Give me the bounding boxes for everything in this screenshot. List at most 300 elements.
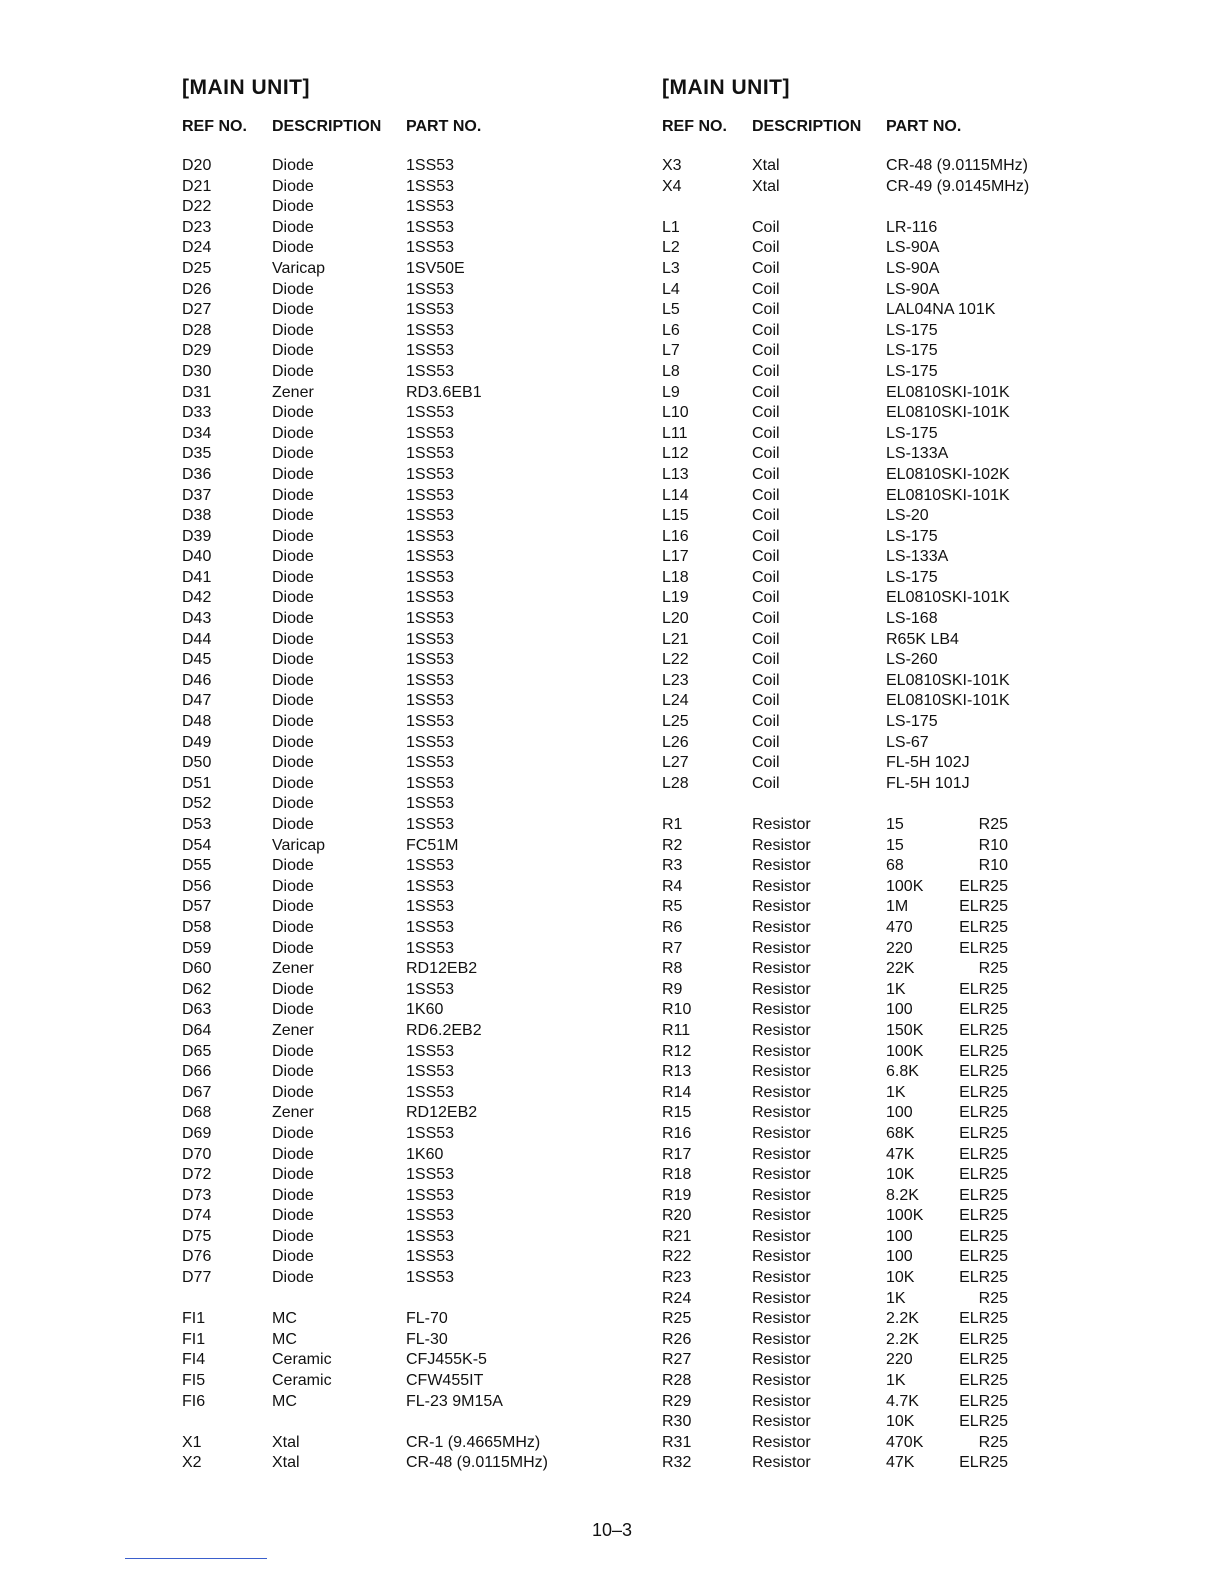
part-no-cell: 1SS53	[406, 1124, 455, 1142]
resistor-type: ELR25	[959, 980, 1008, 998]
ref-no-cell: L2	[662, 239, 680, 257]
ref-no-cell: D35	[182, 445, 212, 463]
ref-no-cell: X2	[182, 1454, 202, 1472]
part-no-cell: LS-175	[886, 713, 938, 731]
description-cell: Xtal	[272, 1433, 300, 1451]
ref-no-cell: D47	[182, 692, 212, 710]
part-no-cell: 1SS53	[406, 816, 455, 833]
part-no-cell: EL0810SKI-101K	[886, 692, 1010, 710]
ref-no-cell: D44	[182, 630, 212, 648]
ref-no-cell: L6	[662, 321, 680, 339]
table-row	[180, 1042, 640, 1063]
resistor-type: R25	[978, 960, 1008, 978]
part-no-cell: LS-133A	[886, 445, 949, 463]
resistance-value: 1K	[886, 1372, 906, 1390]
part-no-cell	[886, 815, 1106, 836]
description-cell: Resistor	[752, 960, 811, 978]
ref-no-cell: L24	[662, 692, 689, 710]
description-cell: Coil	[752, 692, 780, 710]
table-row	[660, 218, 1120, 239]
resistance-value: 100K	[886, 1207, 924, 1225]
table-row	[660, 1186, 1120, 1207]
description-cell: Diode	[272, 1063, 314, 1081]
description-cell: Resistor	[752, 980, 811, 998]
resistance-value: 15	[886, 836, 904, 854]
description-cell: Coil	[752, 218, 780, 236]
ref-no-cell: D64	[182, 1021, 212, 1039]
table-row	[660, 156, 1120, 177]
part-no-cell	[886, 197, 1106, 218]
part-no-cell: 1SS53	[406, 1083, 455, 1101]
description-cell: Resistor	[752, 877, 811, 895]
description-cell: Diode	[272, 321, 314, 339]
ref-no-cell: D24	[182, 239, 212, 257]
resistance-value: 4.7K	[886, 1392, 919, 1410]
ref-no-cell: D29	[182, 342, 212, 360]
part-no-cell	[886, 1083, 1106, 1104]
part-no-cell: LS-175	[886, 362, 938, 380]
resistance-value: 470K	[886, 1433, 924, 1451]
table-row	[180, 1289, 640, 1310]
ref-no-cell: L11	[662, 424, 688, 442]
table-row	[660, 177, 1120, 198]
description-cell: Resistor	[752, 836, 811, 854]
part-no-cell: LS-175	[886, 342, 938, 360]
ref-no-cell: R6	[662, 918, 683, 936]
description-cell: Resistor	[752, 1124, 811, 1142]
resistance-value: 68K	[886, 1124, 915, 1142]
description-cell: Resistor	[752, 898, 811, 916]
part-no-cell	[886, 1392, 1106, 1413]
part-no-cell: 1SS53	[406, 1186, 455, 1204]
table-row	[660, 650, 1120, 671]
part-no-cell: 1SS53	[406, 1248, 455, 1266]
table-row	[180, 465, 640, 486]
description-cell: Resistor	[752, 1248, 811, 1266]
part-no-cell: FL-70	[406, 1310, 448, 1328]
part-no-cell: 1SS53	[406, 218, 455, 236]
ref-no-cell	[660, 794, 752, 815]
description-cell: MC	[272, 1330, 297, 1348]
part-no-cell	[886, 1309, 1106, 1330]
resistance-value: 10K	[886, 1413, 915, 1431]
resistance-value: 47K	[886, 1145, 915, 1163]
table-row	[660, 321, 1120, 342]
description-cell: Diode	[272, 857, 314, 875]
ref-no-cell: D45	[182, 651, 212, 669]
part-no-cell: EL0810SKI-101K	[886, 486, 1010, 504]
resistor-type: ELR25	[959, 1166, 1008, 1184]
table-row	[660, 362, 1120, 383]
ref-no-cell: R9	[662, 980, 683, 998]
part-no-cell	[886, 1227, 1106, 1248]
resistor-type: ELR25	[959, 1021, 1008, 1039]
ref-no-cell: D38	[182, 507, 212, 525]
table-row	[180, 774, 640, 795]
part-no-cell: LS-90A	[886, 239, 940, 257]
description-cell: Coil	[752, 548, 780, 566]
ref-no-cell: FI1	[182, 1310, 206, 1328]
table-row	[660, 856, 1120, 877]
resistor-type: ELR25	[959, 1248, 1008, 1266]
description-cell: Zener	[272, 383, 314, 401]
table-row	[660, 238, 1120, 259]
table-row	[180, 486, 640, 507]
part-no-cell: 1SS53	[406, 342, 455, 360]
description-cell: Diode	[272, 486, 314, 504]
description-cell: Varicap	[272, 259, 326, 277]
table-row	[180, 1083, 640, 1104]
ref-no-cell: D75	[182, 1227, 212, 1245]
resistor-type: ELR25	[959, 1454, 1008, 1472]
table-row	[660, 1392, 1120, 1413]
part-no-cell: 1SS53	[406, 1042, 455, 1060]
description-cell: Diode	[272, 1001, 314, 1019]
ref-no-cell: R10	[662, 1001, 692, 1019]
table-row	[660, 774, 1120, 795]
table-row	[180, 424, 640, 445]
table-row	[180, 1000, 640, 1021]
ref-no-cell: L16	[662, 527, 689, 545]
ref-no-cell: R17	[662, 1145, 692, 1163]
resistance-value: 100	[886, 1001, 913, 1019]
ref-no-cell: R15	[662, 1104, 692, 1122]
description-cell: Coil	[752, 774, 780, 792]
ref-no-cell: D37	[182, 486, 212, 504]
ref-no-cell: L27	[662, 754, 689, 772]
resistor-type: R25	[978, 1433, 1008, 1451]
table-row	[180, 980, 640, 1001]
description-cell: Coil	[752, 301, 780, 319]
part-no-cell: RD12EB2	[406, 1104, 478, 1122]
description-cell: Diode	[272, 404, 314, 422]
table-row	[180, 1165, 640, 1186]
ref-no-cell: D67	[182, 1083, 212, 1101]
header-part-no: PART NO.	[886, 118, 962, 135]
table-row	[180, 609, 640, 630]
table-row	[180, 856, 640, 877]
description-cell: Diode	[272, 157, 314, 174]
resistor-type: R25	[978, 1289, 1008, 1307]
table-row	[660, 836, 1120, 857]
ref-no-cell: D42	[182, 589, 212, 607]
part-no-cell	[886, 836, 1106, 857]
table-row	[180, 691, 640, 712]
resistance-value: 220	[886, 939, 913, 957]
ref-no-cell: D30	[182, 362, 212, 380]
description-cell: Diode	[272, 507, 314, 525]
table-row	[180, 939, 640, 960]
description-cell: Resistor	[752, 1021, 811, 1039]
table-row	[180, 403, 640, 424]
resistance-value: 10K	[886, 1166, 915, 1184]
description-cell: Diode	[272, 218, 314, 236]
description-cell: Zener	[272, 1021, 314, 1039]
part-no-cell: EL0810SKI-101K	[886, 589, 1010, 607]
description-cell: Resistor	[752, 1351, 811, 1369]
ref-no-cell: R19	[662, 1186, 692, 1204]
ref-no-cell: L20	[662, 610, 689, 628]
ref-no-cell: L7	[662, 342, 680, 360]
table-row	[660, 939, 1120, 960]
description-cell: MC	[272, 1392, 297, 1410]
ref-no-cell: L23	[662, 671, 689, 689]
ref-no-cell: D54	[182, 836, 212, 854]
part-no-cell	[886, 877, 1106, 898]
part-no-cell	[406, 1289, 626, 1310]
part-no-cell: LS-67	[886, 733, 929, 751]
page-number: 10–3	[591, 1520, 633, 1540]
section-title: [MAIN UNIT]	[662, 76, 790, 99]
resistor-type: R10	[978, 836, 1008, 854]
part-no-cell: LS-175	[886, 321, 938, 339]
description-cell: Diode	[272, 280, 314, 298]
description-cell: Coil	[752, 280, 780, 298]
table-row	[180, 1186, 640, 1207]
part-no-cell	[406, 1412, 626, 1433]
resistor-type: R25	[978, 816, 1008, 833]
ref-no-cell: D26	[182, 280, 212, 298]
part-no-cell	[886, 1350, 1106, 1371]
table-row	[660, 1309, 1120, 1330]
part-no-cell: LR-116	[886, 218, 938, 236]
table-row	[180, 1247, 640, 1268]
part-no-cell: 1SS53	[406, 939, 455, 957]
description-cell: Resistor	[752, 1330, 811, 1348]
part-no-cell	[886, 1289, 1106, 1310]
part-no-cell: LS-168	[886, 610, 938, 628]
description-cell: Resistor	[752, 1372, 811, 1390]
table-row	[660, 1042, 1120, 1063]
part-no-cell: 1SS53	[406, 610, 455, 628]
table-row	[660, 733, 1120, 754]
description-cell: Coil	[752, 404, 780, 422]
description-cell: Xtal	[752, 157, 780, 174]
table-row	[180, 1145, 640, 1166]
table-row	[660, 1371, 1120, 1392]
description-cell	[272, 1412, 406, 1433]
ref-no-cell: D36	[182, 465, 212, 483]
description-cell: Diode	[272, 692, 314, 710]
table-row	[660, 1330, 1120, 1351]
ref-no-cell: R31	[662, 1433, 692, 1451]
resistor-type: ELR25	[959, 1413, 1008, 1431]
table-row	[660, 506, 1120, 527]
ref-no-cell: X3	[662, 157, 682, 174]
part-no-cell	[886, 1124, 1106, 1145]
parts-list	[180, 156, 640, 1474]
ref-no-cell: D73	[182, 1186, 212, 1204]
part-no-cell	[886, 959, 1106, 980]
table-row	[660, 980, 1120, 1001]
table-row	[660, 897, 1120, 918]
ref-no-cell: D76	[182, 1248, 212, 1266]
part-no-cell: 1SS53	[406, 321, 455, 339]
ref-no-cell: L18	[662, 568, 689, 586]
table-row	[660, 280, 1120, 301]
part-no-cell: 1SS53	[406, 177, 455, 195]
header-description: DESCRIPTION	[752, 118, 862, 135]
part-no-cell: 1SS53	[406, 1207, 455, 1225]
part-no-cell: LS-175	[886, 527, 938, 545]
description-cell: Diode	[272, 1166, 314, 1184]
part-no-cell: R65K LB4	[886, 630, 959, 648]
ref-no-cell: D22	[182, 198, 212, 216]
part-no-cell: CR-48 (9.0115MHz)	[886, 157, 1028, 174]
description-cell: Coil	[752, 568, 780, 586]
table-row	[180, 733, 640, 754]
resistor-type: ELR25	[959, 1042, 1008, 1060]
part-no-cell: 1SS53	[406, 527, 455, 545]
ref-no-cell: R22	[662, 1248, 692, 1266]
ref-no-cell: D31	[182, 383, 212, 401]
ref-no-cell	[660, 197, 752, 218]
part-no-cell: 1SS53	[406, 568, 455, 586]
table-row	[660, 259, 1120, 280]
resistor-type: ELR25	[959, 1145, 1008, 1163]
table-row	[180, 238, 640, 259]
table-row	[660, 547, 1120, 568]
description-cell: Diode	[272, 918, 314, 936]
description-cell: Resistor	[752, 918, 811, 936]
resistor-type: ELR25	[959, 1186, 1008, 1204]
description-cell	[752, 794, 886, 815]
part-no-cell	[886, 1021, 1106, 1042]
ref-no-cell: X4	[662, 177, 682, 195]
part-no-cell: FC51M	[406, 836, 459, 854]
description-cell: Diode	[272, 527, 314, 545]
description-cell: Resistor	[752, 1166, 811, 1184]
part-no-cell: 1SS53	[406, 918, 455, 936]
table-row	[180, 1206, 640, 1227]
table-row	[660, 753, 1120, 774]
part-no-cell: LS-133A	[886, 548, 949, 566]
description-cell: Resistor	[752, 1227, 811, 1245]
table-row	[180, 1412, 640, 1433]
description-cell: Diode	[272, 1042, 314, 1060]
resistor-type: ELR25	[959, 1227, 1008, 1245]
description-cell: Coil	[752, 671, 780, 689]
description-cell: Resistor	[752, 816, 811, 833]
ref-no-cell: D41	[182, 568, 212, 586]
ref-no-cell: L8	[662, 362, 680, 380]
part-no-cell	[886, 1145, 1106, 1166]
ref-no-cell: D34	[182, 424, 212, 442]
ref-no-cell: D21	[182, 177, 212, 195]
table-row	[180, 177, 640, 198]
table-row	[660, 444, 1120, 465]
table-row	[660, 527, 1120, 548]
resistance-value: 220	[886, 1351, 913, 1369]
table-row	[180, 1062, 640, 1083]
part-no-cell	[886, 1268, 1106, 1289]
part-no-cell: 1SS53	[406, 1227, 455, 1245]
part-no-cell: EL0810SKI-102K	[886, 465, 1010, 483]
resistance-value: 15	[886, 816, 904, 833]
table-row	[660, 1289, 1120, 1310]
description-cell: Coil	[752, 589, 780, 607]
part-no-cell: EL0810SKI-101K	[886, 404, 1010, 422]
description-cell: Resistor	[752, 1145, 811, 1163]
ref-no-cell: X1	[182, 1433, 202, 1451]
resistor-type: ELR25	[959, 1207, 1008, 1225]
description-cell: Diode	[272, 589, 314, 607]
table-row	[660, 1268, 1120, 1289]
description-cell: Resistor	[752, 1310, 811, 1328]
description-cell: Resistor	[752, 1207, 811, 1225]
table-row	[660, 815, 1120, 836]
description-cell: Coil	[752, 362, 780, 380]
part-no-cell	[886, 1062, 1106, 1083]
ref-no-cell: L14	[662, 486, 689, 504]
ref-no-cell: R24	[662, 1289, 692, 1307]
header-description: DESCRIPTION	[272, 118, 382, 135]
resistance-value: 10K	[886, 1269, 915, 1287]
table-row	[180, 197, 640, 218]
resistance-value: 150K	[886, 1021, 924, 1039]
table-row	[180, 1021, 640, 1042]
part-no-cell	[886, 1186, 1106, 1207]
description-cell: Diode	[272, 1186, 314, 1204]
description-cell: Coil	[752, 713, 780, 731]
resistor-type: ELR25	[959, 898, 1008, 916]
description-cell: Diode	[272, 1248, 314, 1266]
resistance-value: 22K	[886, 960, 915, 978]
ref-no-cell: D50	[182, 754, 212, 772]
resistance-value: 2.2K	[886, 1330, 919, 1348]
part-no-cell	[886, 1412, 1106, 1433]
table-row	[180, 568, 640, 589]
resistor-type: ELR25	[959, 939, 1008, 957]
table-row	[660, 794, 1120, 815]
description-cell: Coil	[752, 754, 780, 772]
description-cell: Diode	[272, 610, 314, 628]
table-row	[660, 568, 1120, 589]
table-row	[180, 156, 640, 177]
resistor-type: ELR25	[959, 918, 1008, 936]
description-cell: Coil	[752, 733, 780, 751]
description-cell: Diode	[272, 362, 314, 380]
resistance-value: 6.8K	[886, 1063, 919, 1081]
table-row	[180, 588, 640, 609]
part-no-cell: EL0810SKI-101K	[886, 671, 1010, 689]
description-cell: Diode	[272, 424, 314, 442]
part-no-cell: 1SS53	[406, 424, 455, 442]
table-row	[660, 609, 1120, 630]
table-row	[660, 712, 1120, 733]
description-cell: Resistor	[752, 1433, 811, 1451]
ref-no-cell: R13	[662, 1063, 692, 1081]
ref-no-cell	[180, 1289, 272, 1310]
part-no-cell: 1SS53	[406, 362, 455, 380]
table-row	[180, 671, 640, 692]
part-no-cell: FL-5H 101J	[886, 774, 970, 792]
table-row	[180, 1268, 640, 1289]
description-cell: Diode	[272, 774, 314, 792]
part-no-cell: RD3.6EB1	[406, 383, 482, 401]
part-no-cell: EL0810SKI-101K	[886, 383, 1010, 401]
table-row	[660, 383, 1120, 404]
table-row	[180, 362, 640, 383]
table-row	[180, 836, 640, 857]
resistance-value: 47K	[886, 1454, 915, 1472]
part-no-cell: 1SS53	[406, 507, 455, 525]
ref-no-cell	[180, 1412, 272, 1433]
table-row	[180, 1124, 640, 1145]
resistor-type: ELR25	[959, 1104, 1008, 1122]
part-no-cell: 1SS53	[406, 239, 455, 257]
table-row	[660, 1247, 1120, 1268]
